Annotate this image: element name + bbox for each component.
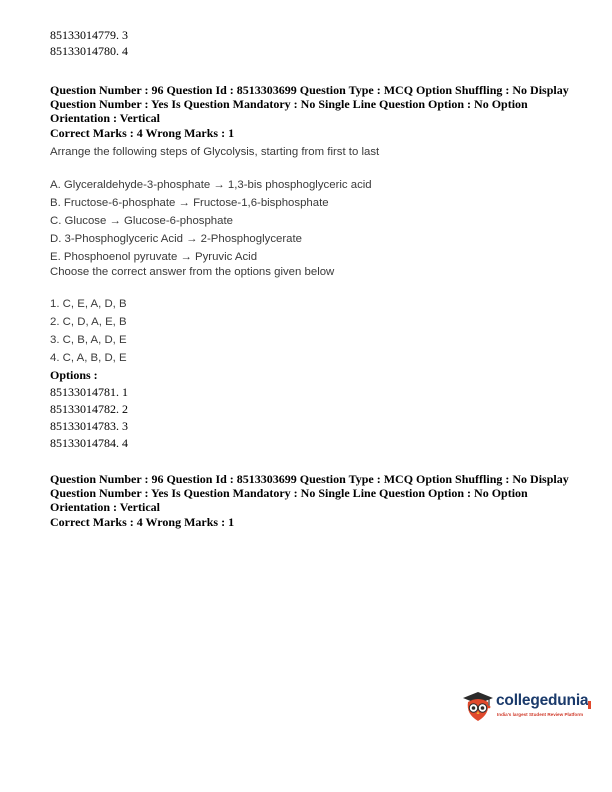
answer-choices-list — [50, 295, 127, 367]
brand-tagline: India's largest Student Review Platform — [497, 712, 584, 717]
question2-marks: Correct Marks : 4 Wrong Marks : 1 — [50, 515, 235, 529]
option-id-3: 85133014783. 3 — [50, 419, 128, 433]
question-meta-line2: Question Number : Yes Is Question Mandatory : No Single Line Question Option : No Option — [50, 97, 528, 111]
list-item: A. Glyceraldehyde-3-phosphate → 1,3-bis phosphoglyceric acid — [50, 179, 372, 191]
list-item: C. Glucose → Glucose-6-phosphate — [50, 215, 233, 227]
collegedunia-logo — [462, 688, 594, 728]
option-id-2: 85133014782. 2 — [50, 402, 128, 416]
answer-choice-4: 4. C, A, B, D, E — [50, 352, 127, 364]
list-item: D. 3-Phosphoglyceric Acid → 2-Phosphoglycerate — [50, 233, 302, 245]
option-id-1: 85133014781. 1 — [50, 385, 128, 399]
prev-option-3: 85133014779. 3 — [50, 28, 128, 42]
question2-meta-line1: Question Number : 96 Question Id : 8513303699 Question Type : MCQ Option Shuffling : No Display — [50, 472, 569, 486]
question-meta-line1: Question Number : 96 Question Id : 8513303699 Question Type : MCQ Option Shuffling : No Display — [50, 83, 569, 97]
option-id-4: 85133014784. 4 — [50, 436, 128, 450]
prev-option-4: 85133014780. 4 — [50, 44, 128, 58]
choose-instruction: Choose the correct answer from the options given below — [50, 266, 335, 278]
brand-name: collegedunia — [496, 692, 589, 709]
question-stem: Arrange the following steps of Glycolysis, starting from first to last — [50, 146, 380, 158]
graduate-owl-icon — [462, 690, 494, 724]
question2-meta-line2: Question Number : Yes Is Question Mandatory : No Single Line Question Option : No Option — [50, 486, 528, 500]
glycolysis-steps-list — [50, 176, 372, 266]
options-label: Options : — [50, 368, 98, 382]
list-item: B. Fructose-6-phosphate → Fructose-1,6-bisphosphate — [50, 197, 329, 209]
answer-choice-1: 1. C, E, A, D, B — [50, 298, 127, 310]
question-marks: Correct Marks : 4 Wrong Marks : 1 — [50, 126, 235, 140]
question-meta-line3: Orientation : Vertical — [50, 111, 160, 125]
answer-choice-3: 3. C, B, A, D, E — [50, 334, 127, 346]
question2-meta-line3: Orientation : Vertical — [50, 500, 160, 514]
answer-choice-2: 2. C, D, A, E, B — [50, 316, 127, 328]
list-item: E. Phosphoenol pyruvate → Pyruvic Acid — [50, 251, 258, 263]
